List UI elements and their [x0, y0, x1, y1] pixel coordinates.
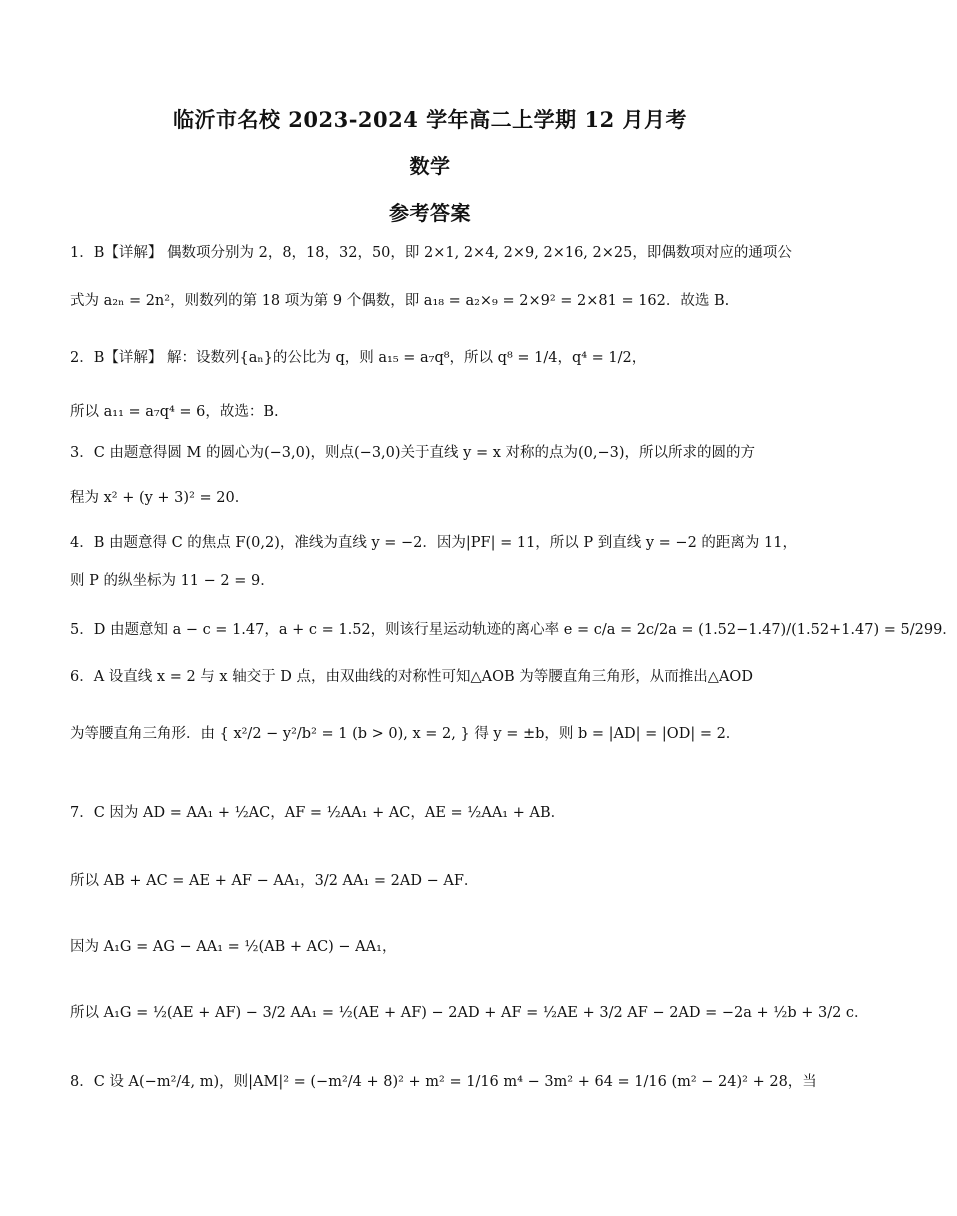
answer-4-line-2: 则 P 的纵坐标为 11 − 2 = 9． [70, 573, 275, 589]
answer-1-line-2: 式为 a₂ₙ = 2n²，则数列的第 18 项为第 9 个偶数，即 a₁₈ = a₂×₉ = 2×9² = 2×81 = 162．故选 B. [70, 293, 730, 309]
answer-6-line-2: 为等腰直角三角形．由 { x²/2 − y²/b² = 1 (b > 0), x = 2, } 得 y = ±b，则 b = |AD| = |OD| = 2． [70, 726, 741, 742]
answer-3-line-1: 3．C 由题意得圆 M 的圆心为(−3,0)，则点(−3,0)关于直线 y = x 对称的点为(0,−3)，所以所求的圆的方 [70, 445, 756, 461]
answer-7-line-3: 因为 A₁G = AG − AA₁ = ½(AB + AC) − AA₁， [70, 939, 397, 955]
answer-6-line-1: 6．A 设直线 x = 2 与 x 轴交于 D 点，由双曲线的对称性可知△AOB 为等腰直角三角形，从而推出△AOD [70, 669, 753, 685]
section-heading: 参考答案 [389, 201, 471, 225]
answer-4-line-1: 4．B 由题意得 C 的焦点 F(0,2)，准线为直线 y = −2．因为|PF| = 11，所以 P 到直线 y = −2 的距离为 11， [70, 535, 797, 551]
answer-5-line-1: 5．D 由题意知 a − c = 1.47，a + c = 1.52，则该行星运动轨迹的离心率 e = c/a = 2c/2a = (1.52−1.47)/(1.52+1.47) = 5/299． [70, 622, 957, 638]
subject-heading: 数学 [409, 154, 451, 178]
answer-8-line-1: 8．C 设 A(−m²/4, m)，则|AM|² = (−m²/4 + 8)² + m² = 1/16 m⁴ − 3m² + 64 = 1/16 (m² − 24)² + 28，当 [70, 1074, 817, 1090]
answer-2-line-2: 所以 a₁₁ = a₇q⁴ = 6，故选：B. [70, 404, 279, 420]
answer-3-line-2: 程为 x² + (y + 3)² = 20． [70, 490, 250, 506]
answer-2-line-1: 2．B【详解】 解：设数列{aₙ}的公比为 q，则 a₁₅ = a₇q⁸，所以 q⁸ = 1/4，q⁴ = 1/2， [70, 350, 647, 366]
answer-7-line-4: 所以 A₁G = ½(AE + AF) − 3/2 AA₁ = ½(AE + AF) − 2AD + AF = ½AE + 3/2 AF − 2AD = −2a + ½b + 3/2 c． [70, 1005, 869, 1021]
answer-7-line-2: 所以 AB + AC = AE + AF − AA₁，3/2 AA₁ = 2AD − AF． [70, 873, 479, 889]
answer-1-line-1: 1．B【详解】 偶数项分别为 2，8，18，32，50，即 2×1, 2×4, 2×9, 2×16, 2×25，即偶数项对应的通项公 [70, 245, 792, 261]
answer-7-line-1: 7．C 因为 AD = AA₁ + ½AC，AF = ½AA₁ + AC，AE = ½AA₁ + AB． [70, 805, 566, 821]
document-title: 临沂市名校 2023-2024 学年高二上学期 12 月月考 [172, 107, 688, 132]
